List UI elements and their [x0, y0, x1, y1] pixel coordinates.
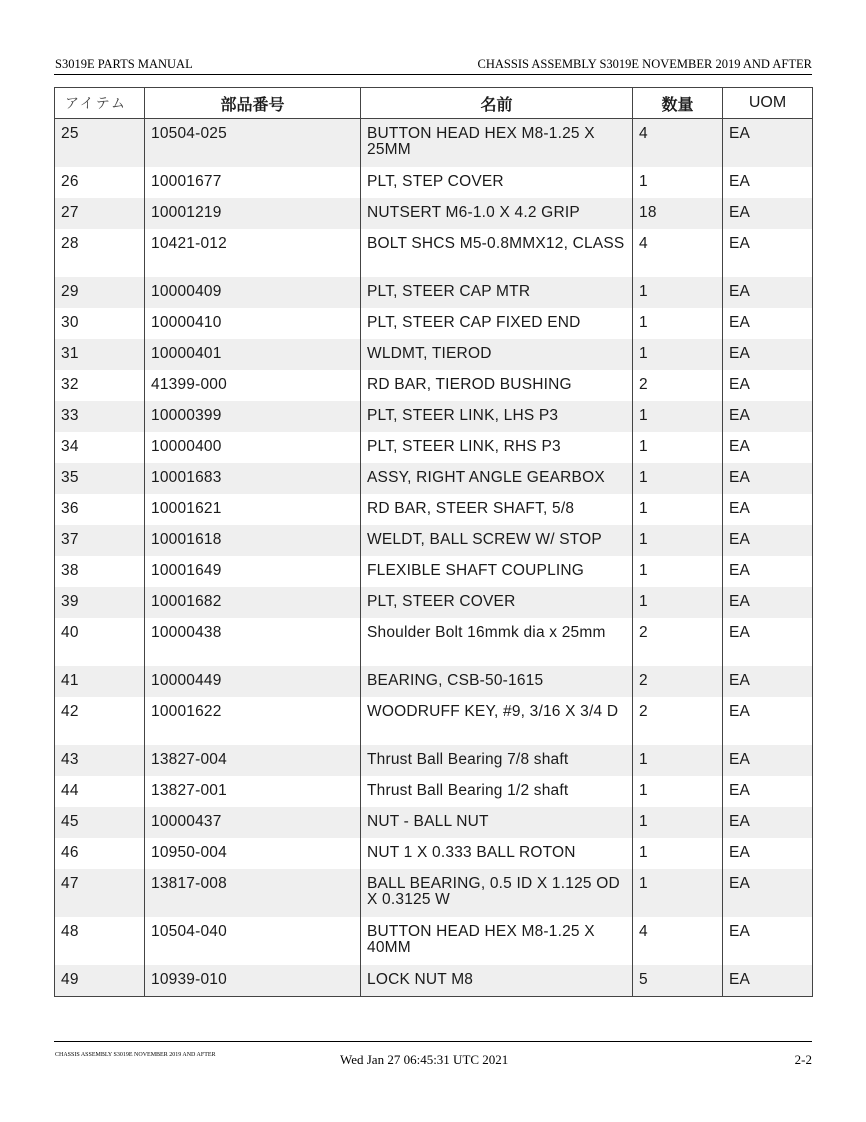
part-name: PLT, STEER CAP FIXED END [361, 308, 633, 339]
uom: EA [723, 494, 813, 525]
table-row [55, 525, 813, 556]
part-name: WELDT, BALL SCREW W/ STOP [361, 525, 633, 556]
quantity: 1 [633, 432, 723, 463]
uom: EA [723, 525, 813, 556]
column-header-item: アイテム [55, 88, 145, 119]
table-row [55, 917, 813, 965]
uom: EA [723, 697, 813, 745]
table-row [55, 838, 813, 869]
uom: EA [723, 432, 813, 463]
item-number: 29 [55, 277, 145, 308]
part-name: BOLT SHCS M5-0.8MMX12, CLASS [361, 229, 633, 277]
item-number: 48 [61, 923, 79, 940]
column-header-uom: UOM [723, 88, 813, 119]
part-number: 10001683 [145, 463, 361, 494]
part-number: 10000438 [145, 618, 361, 666]
uom: EA [723, 745, 813, 776]
item-number: 38 [61, 562, 79, 579]
part-name: LOCK NUT M8 [361, 965, 633, 997]
quantity: 1 [633, 776, 723, 807]
table-row [55, 587, 813, 618]
table-row [55, 463, 813, 494]
column-header-quantity: 数量 [633, 88, 723, 119]
part-number: 10950-004 [145, 838, 361, 869]
part-name: NUT 1 X 0.333 BALL ROTON [361, 838, 633, 869]
quantity: 5 [633, 965, 723, 997]
table-row [55, 869, 813, 917]
part-number: 10001621 [145, 494, 361, 525]
table-row [55, 308, 813, 339]
part-number: 10001682 [145, 587, 361, 618]
quantity: 1 [633, 401, 723, 432]
part-number: 10000401 [145, 339, 361, 370]
table-row [55, 618, 813, 666]
quantity: 1 [633, 587, 723, 618]
part-name: Thrust Ball Bearing 1/2 shaft [361, 776, 633, 807]
part-name: RD BAR, STEER SHAFT, 5/8 [361, 494, 633, 525]
item-number: 45 [55, 807, 145, 838]
part-name: BUTTON HEAD HEX M8-1.25 X 25MM [361, 119, 633, 168]
table-row [55, 494, 813, 525]
quantity: 4 [633, 119, 723, 168]
quantity: 1 [633, 556, 723, 587]
uom: EA [723, 965, 813, 997]
table-row [55, 745, 813, 776]
quantity: 18 [633, 198, 723, 229]
table-row [55, 965, 813, 997]
quantity: 1 [633, 494, 723, 525]
uom: EA [723, 401, 813, 432]
quantity: 2 [633, 370, 723, 401]
uom: EA [723, 838, 813, 869]
part-name: WLDMT, TIEROD [361, 339, 633, 370]
quantity: 2 [633, 666, 723, 697]
table-row [55, 697, 813, 745]
table-row [55, 229, 813, 277]
item-number: 32 [61, 376, 79, 393]
footer-timestamp: Wed Jan 27 06:45:31 UTC 2021 [340, 1052, 509, 1067]
item-number: 26 [61, 173, 79, 190]
table-row [55, 807, 813, 838]
part-name: PLT, STEER COVER [361, 587, 633, 618]
item-number: 34 [61, 438, 79, 455]
part-number: 10001677 [145, 167, 361, 198]
part-name: PLT, STEER LINK, RHS P3 [361, 432, 633, 463]
table-header-row [55, 88, 813, 119]
item-number: 28 [61, 235, 79, 252]
uom: EA [723, 198, 813, 229]
uom: EA [723, 618, 813, 666]
item-number: 44 [61, 782, 79, 799]
quantity: 4 [633, 917, 723, 965]
part-number: 10001649 [145, 556, 361, 587]
item-number: 27 [55, 198, 145, 229]
item-number: 36 [61, 500, 79, 517]
part-name: RD BAR, TIEROD BUSHING [361, 370, 633, 401]
manual-title: S3019E PARTS MANUAL [55, 57, 193, 71]
page-footer [54, 1041, 812, 1072]
quantity: 1 [633, 339, 723, 370]
uom: EA [723, 463, 813, 494]
part-name: PLT, STEP COVER [361, 167, 633, 198]
page-header [54, 56, 812, 75]
uom: EA [723, 119, 813, 168]
part-name: FLEXIBLE SHAFT COUPLING [361, 556, 633, 587]
quantity: 4 [633, 229, 723, 277]
part-number: 13817-008 [145, 869, 361, 917]
quantity: 1 [633, 277, 723, 308]
uom: EA [723, 339, 813, 370]
part-name: BALL BEARING, 0.5 ID X 1.125 OD X 0.3125 W [361, 869, 633, 917]
item-number: 39 [55, 587, 145, 618]
item-number: 41 [55, 666, 145, 697]
uom: EA [723, 917, 813, 965]
uom: EA [723, 167, 813, 198]
footer-section-title: CHASSIS ASSEMBLY S3019E NOVEMBER 2019 AND AFTER [55, 1052, 216, 1058]
column-header-part-number: 部品番号 [145, 88, 361, 119]
part-number: 10939-010 [145, 965, 361, 997]
table-row [55, 401, 813, 432]
part-number: 10504-025 [145, 119, 361, 168]
table-row [55, 370, 813, 401]
quantity: 2 [633, 697, 723, 745]
item-number: 42 [61, 703, 79, 720]
part-number: 10001622 [145, 697, 361, 745]
parts-table [54, 87, 813, 997]
table-row [55, 198, 813, 229]
uom: EA [723, 229, 813, 277]
part-name: NUT - BALL NUT [361, 807, 633, 838]
item-number: 30 [61, 314, 79, 331]
table-row [55, 666, 813, 697]
quantity: 1 [633, 463, 723, 494]
item-number: 46 [61, 844, 79, 861]
part-number: 10000437 [145, 807, 361, 838]
item-number: 35 [55, 463, 145, 494]
table-row [55, 556, 813, 587]
part-number: 10000400 [145, 432, 361, 463]
uom: EA [723, 666, 813, 697]
parts-table-body [55, 119, 813, 997]
part-number: 10504-040 [145, 917, 361, 965]
part-name: Shoulder Bolt 16mmk dia x 25mm [361, 618, 633, 666]
part-number: 10001618 [145, 525, 361, 556]
table-row [55, 776, 813, 807]
part-number: 41399-000 [145, 370, 361, 401]
part-name: NUTSERT M6-1.0 X 4.2 GRIP [361, 198, 633, 229]
item-number: 47 [55, 869, 145, 917]
item-number: 31 [55, 339, 145, 370]
part-number: 10000410 [145, 308, 361, 339]
item-number: 43 [55, 745, 145, 776]
table-row [55, 119, 813, 168]
part-number: 10000409 [145, 277, 361, 308]
part-name: Thrust Ball Bearing 7/8 shaft [361, 745, 633, 776]
table-row [55, 432, 813, 463]
uom: EA [723, 370, 813, 401]
quantity: 1 [633, 167, 723, 198]
uom: EA [723, 556, 813, 587]
part-name: PLT, STEER CAP MTR [361, 277, 633, 308]
uom: EA [723, 277, 813, 308]
part-name: WOODRUFF KEY, #9, 3/16 X 3/4 D [361, 697, 633, 745]
quantity: 2 [633, 618, 723, 666]
part-number: 13827-001 [145, 776, 361, 807]
quantity: 1 [633, 869, 723, 917]
column-header-name: 名前 [361, 88, 633, 119]
uom: EA [723, 308, 813, 339]
item-number: 49 [55, 965, 145, 997]
quantity: 1 [633, 525, 723, 556]
part-number: 10000449 [145, 666, 361, 697]
table-row [55, 339, 813, 370]
quantity: 1 [633, 308, 723, 339]
table-row [55, 277, 813, 308]
part-name: ASSY, RIGHT ANGLE GEARBOX [361, 463, 633, 494]
item-number: 37 [55, 525, 145, 556]
item-number: 40 [61, 624, 79, 641]
part-number: 10000399 [145, 401, 361, 432]
part-number: 10001219 [145, 198, 361, 229]
item-number: 33 [55, 401, 145, 432]
section-title: CHASSIS ASSEMBLY S3019E NOVEMBER 2019 AND AFTER [477, 57, 812, 71]
part-name: BEARING, CSB-50-1615 [361, 666, 633, 697]
table-row [55, 167, 813, 198]
part-name: BUTTON HEAD HEX M8-1.25 X 40MM [361, 917, 633, 965]
quantity: 1 [633, 807, 723, 838]
uom: EA [723, 869, 813, 917]
quantity: 1 [633, 745, 723, 776]
uom: EA [723, 807, 813, 838]
uom: EA [723, 587, 813, 618]
page-number: 2-2 [794, 1052, 812, 1067]
part-number: 10421-012 [145, 229, 361, 277]
part-number: 13827-004 [145, 745, 361, 776]
quantity: 1 [633, 838, 723, 869]
item-number: 25 [55, 119, 145, 168]
uom: EA [723, 776, 813, 807]
part-name: PLT, STEER LINK, LHS P3 [361, 401, 633, 432]
